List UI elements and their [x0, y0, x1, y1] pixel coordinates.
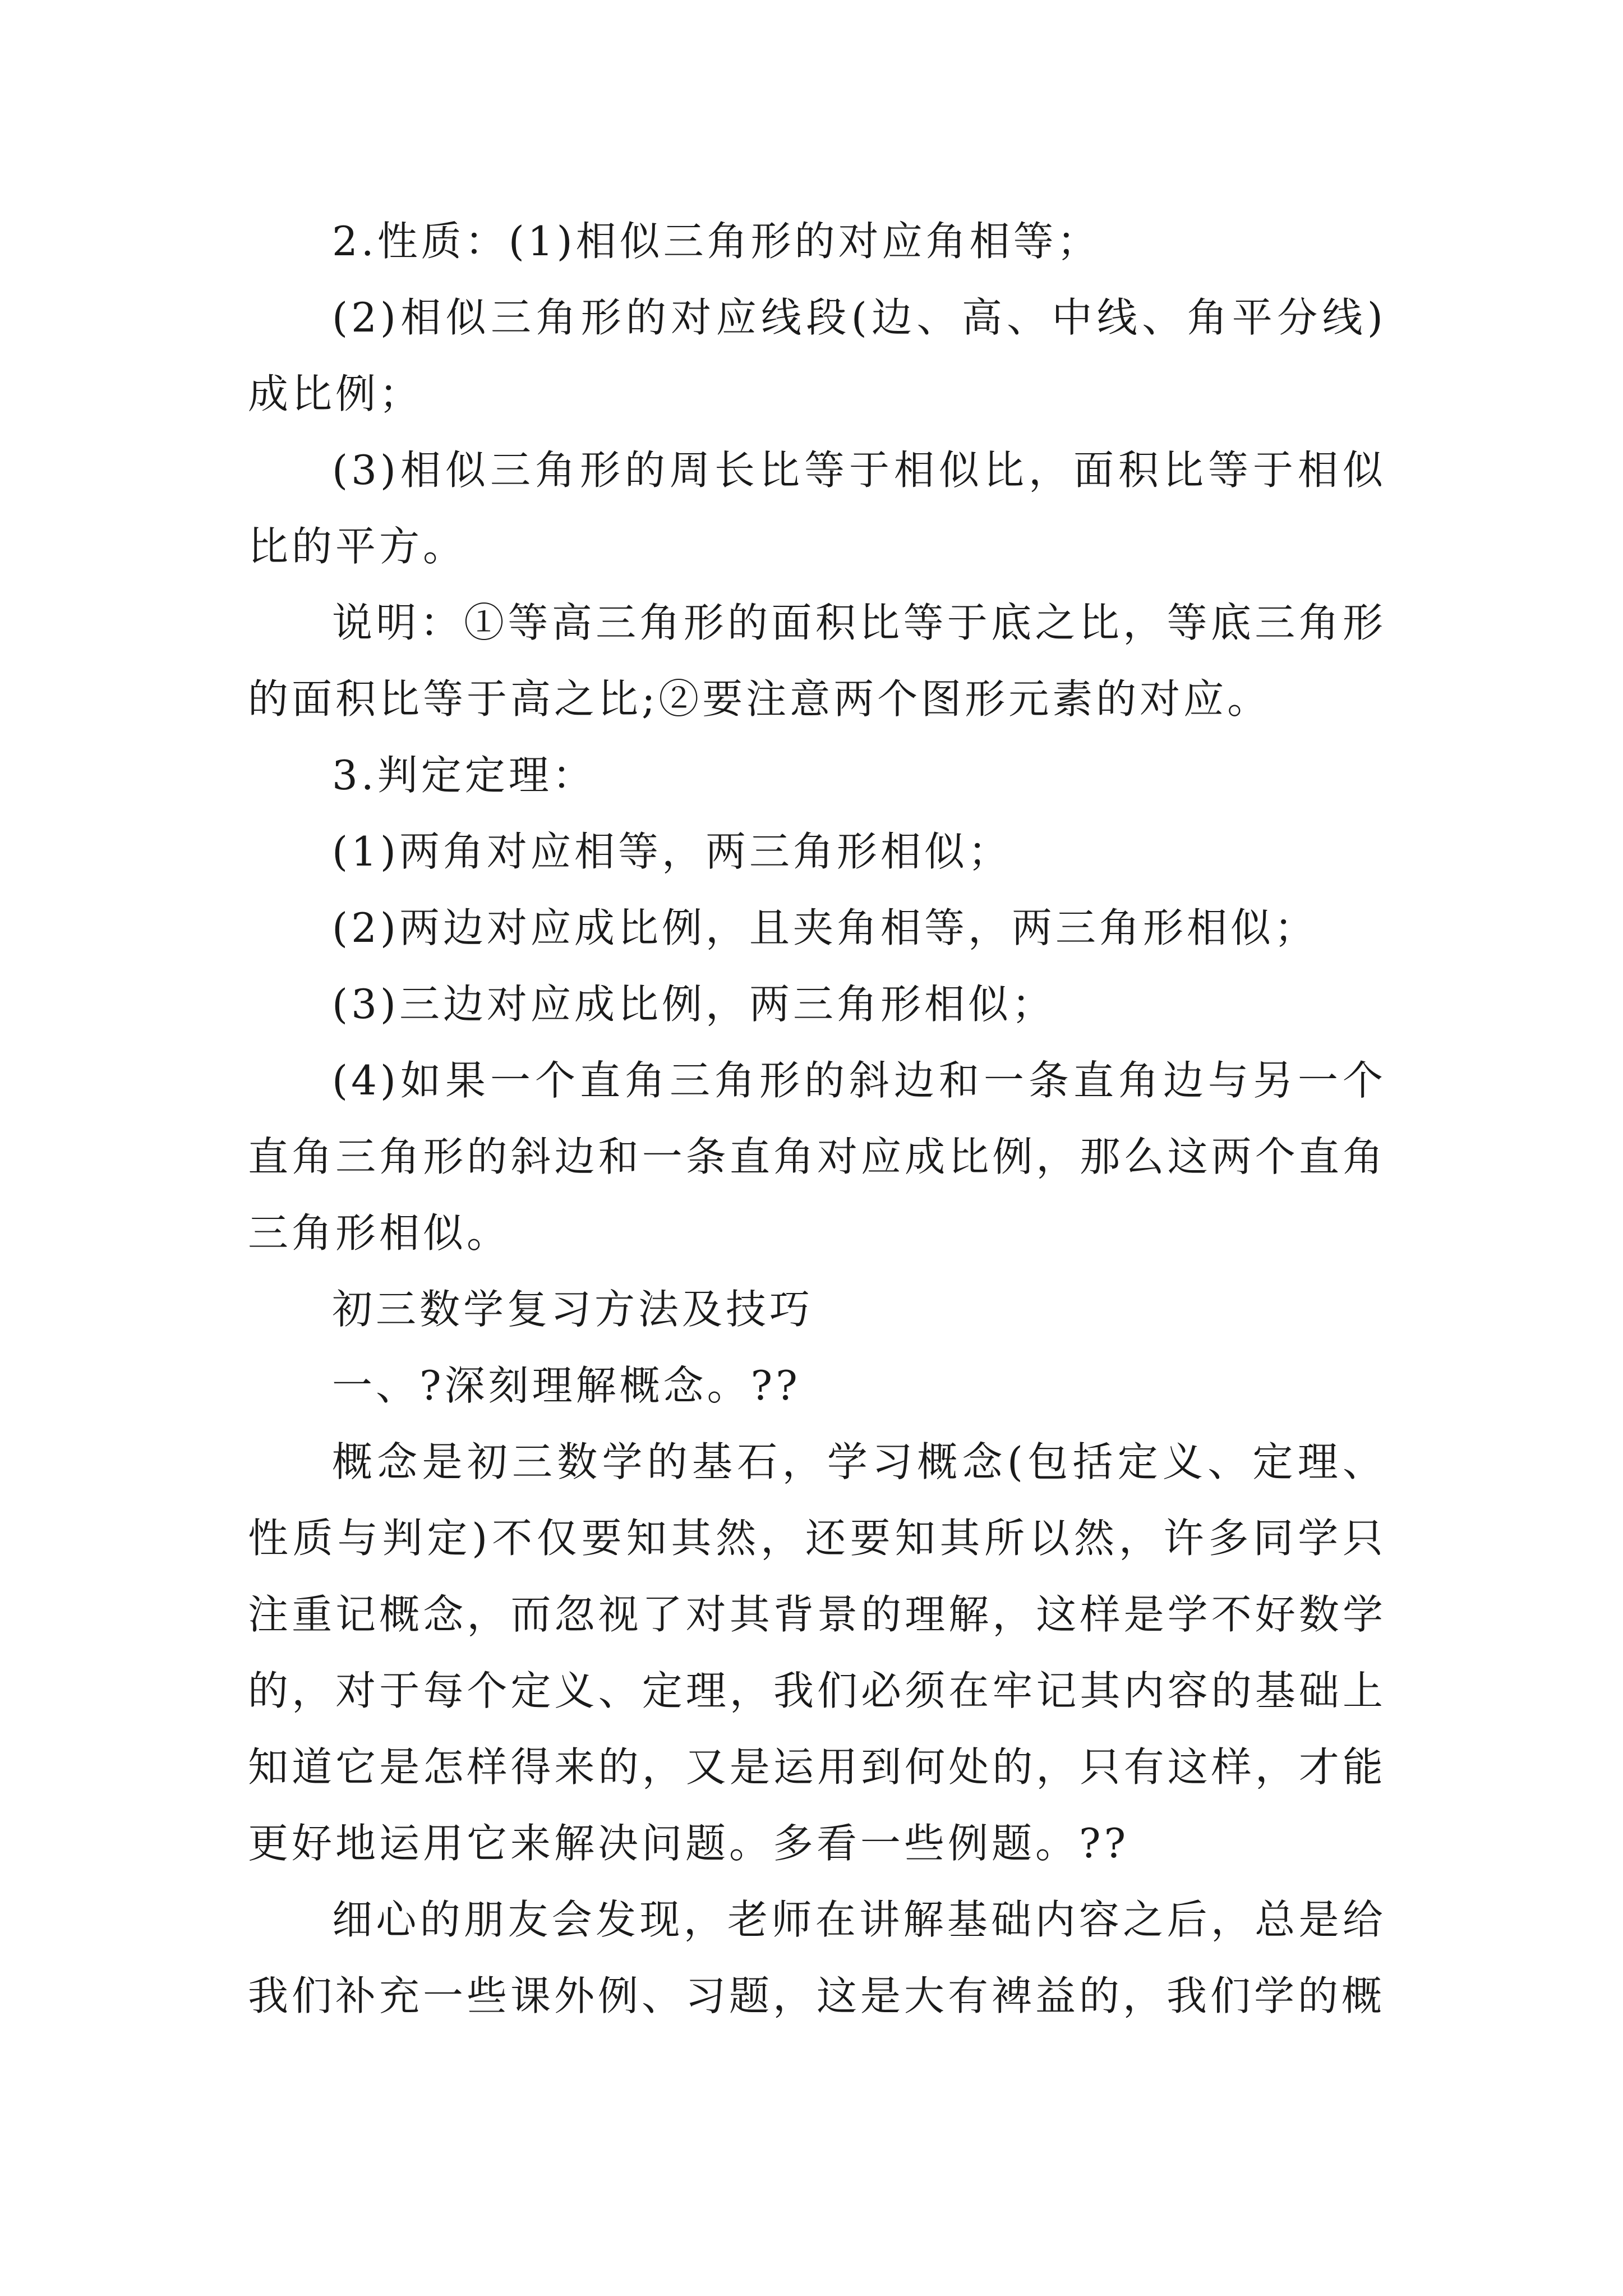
section-subheading-1: 一、?深刻理解概念。?? [332, 1362, 801, 1409]
paragraph-examples: 细心的朋友会发现，老师在讲解基础内容之后，总是给我们补充一些课外例、习题，这是大有裨益的，我们学的概 [248, 1896, 1386, 2019]
paragraph-theorems-heading: 3.判定定理： [332, 752, 596, 799]
document-body [248, 203, 1386, 2034]
paragraph-property-3: (3)相似三角形的周长比等于相似比，面积比等于相似比的平方。 [248, 447, 1386, 570]
paragraph-note: 说明：①等高三角形的面积比等于底之比，等底三角形的面积比等于高之比;②要注意两个图形元素的对应。 [248, 599, 1386, 723]
paragraph-theorem-2: (2)两边对应成比例，且夹角相等，两三角形相似； [332, 904, 1318, 951]
paragraph-property-2: (2)相似三角形的对应线段(边、高、中线、角平分线)成比例； [248, 294, 1386, 417]
section-title: 初三数学复习方法及技巧 [332, 1286, 814, 1333]
paragraph-theorem-1: (1)两角对应相等，两三角形相似； [332, 828, 1012, 875]
paragraph-theorem-4: (4)如果一个直角三角形的斜边和一条直角边与另一个直角三角形的斜边和一条直角对应成比例，那么这两个直角三角形相似。 [248, 1057, 1386, 1257]
paragraph-concepts: 概念是初三数学的基石，学习概念(包括定义、定理、性质与判定)不仅要知其然，还要知其所以然，许多同学只注重记概念，而忽视了对其背景的理解，这样是学不好数学的，对于每个定义、定理，我们必须在牢记其内容的基础上知道它是怎样得来的，又是运用到何处的，只有这样，才能更好地运用它来解决问题。多看一些例题。?? [248, 1438, 1386, 1867]
paragraph-properties-heading: 2.性质：(1)相似三角形的对应角相等； [332, 218, 1101, 265]
paragraph-theorem-3: (3)三边对应成比例，两三角形相似； [332, 981, 1055, 1028]
